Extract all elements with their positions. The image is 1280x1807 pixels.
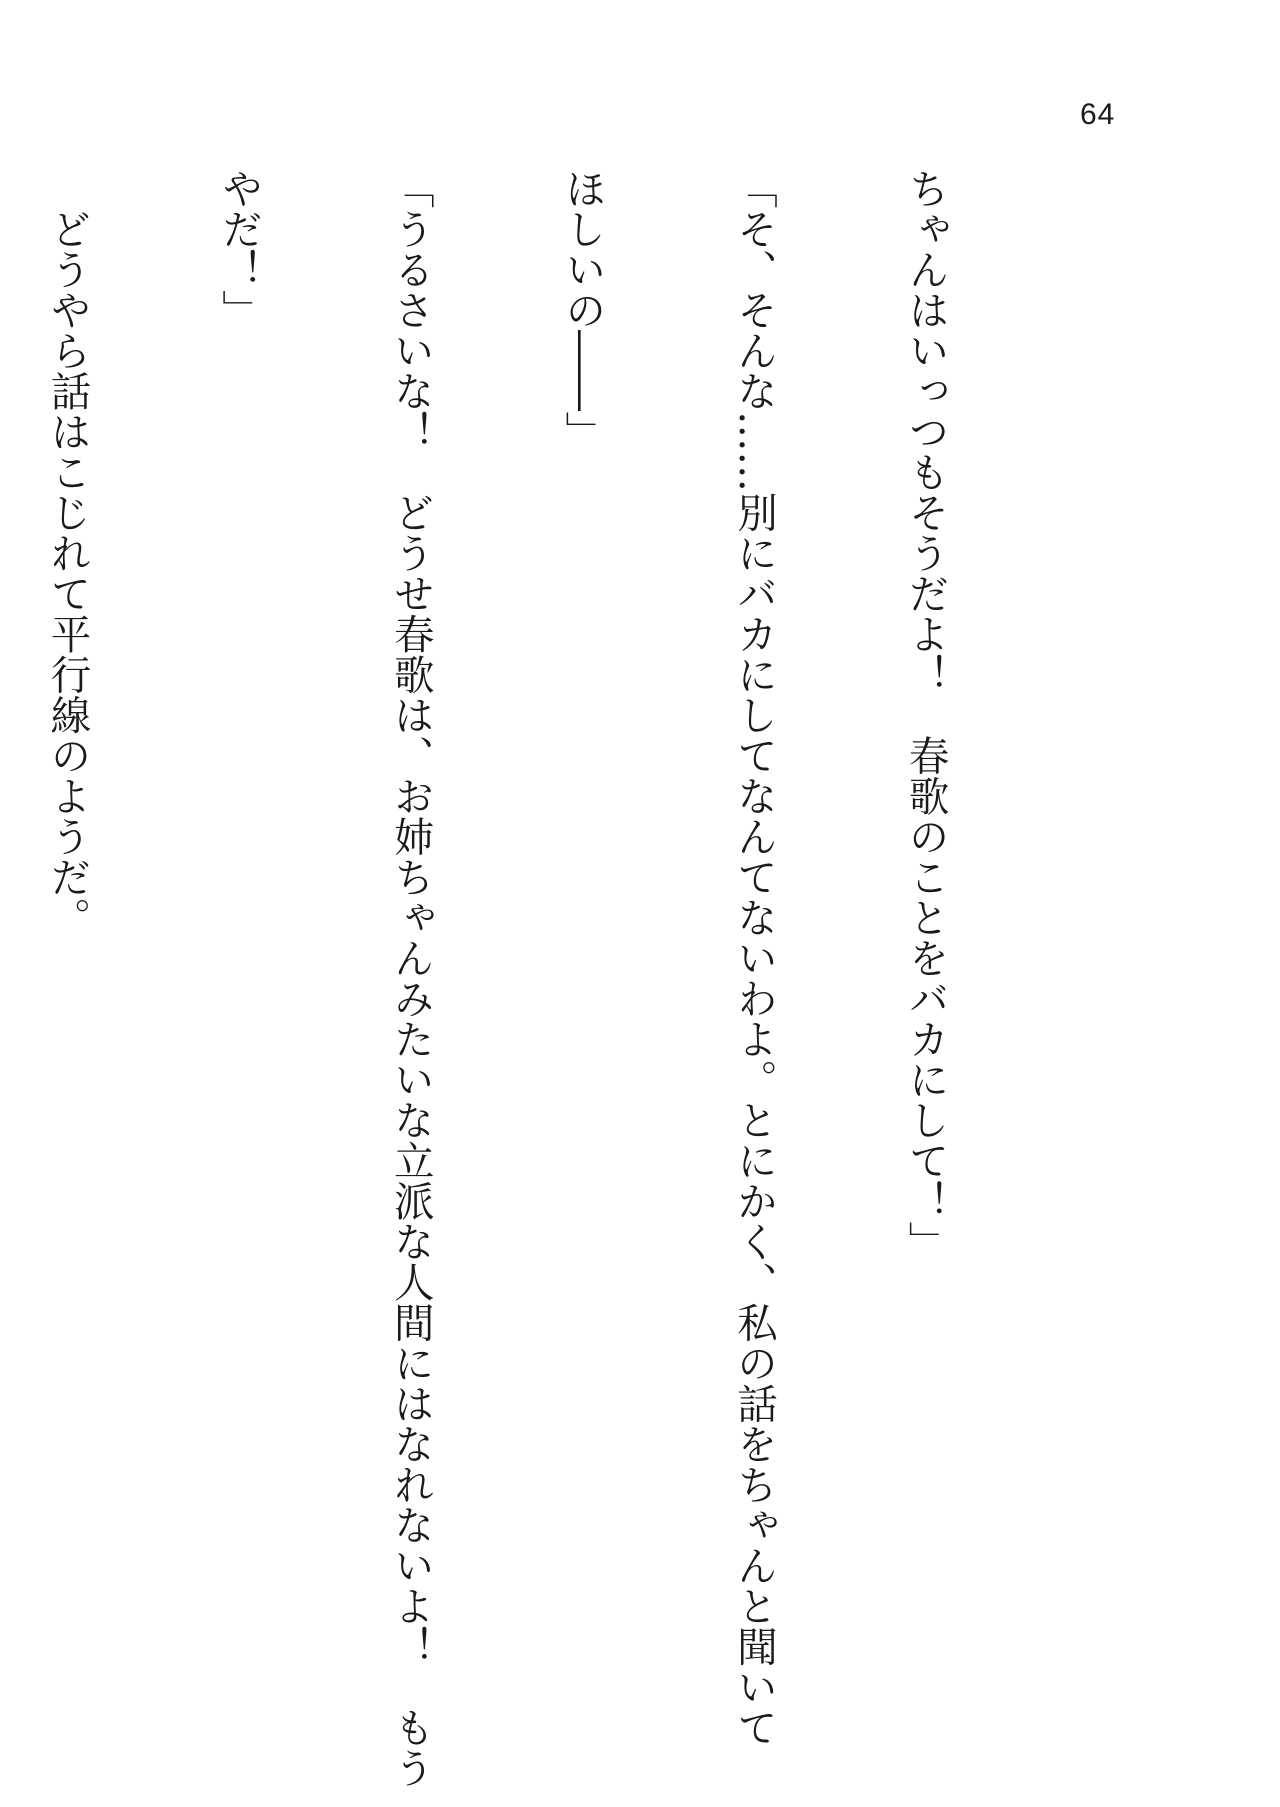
- text-line: 「うるさいな！ どうせ春歌は、お姉ちゃんみたいな立派な人間にはなれないよ！ もう: [386, 168, 435, 1788]
- text-line: 「そ、そんな……別にバカにしてなんてないわよ。とにかく、私の話をちゃんと聞いて: [729, 168, 778, 1748]
- text-line: やだ！」: [215, 168, 264, 330]
- text-line: ほしいの――」: [558, 168, 607, 452]
- text-line: どうやら話はこじれて平行線のようだ。: [43, 168, 92, 938]
- text-line: ちゃんはいっつもそうだよ！ 春歌のことをバカにして！」: [901, 168, 950, 1262]
- page-number: 64: [1080, 98, 1116, 131]
- body-text: [0, 168, 1068, 1788]
